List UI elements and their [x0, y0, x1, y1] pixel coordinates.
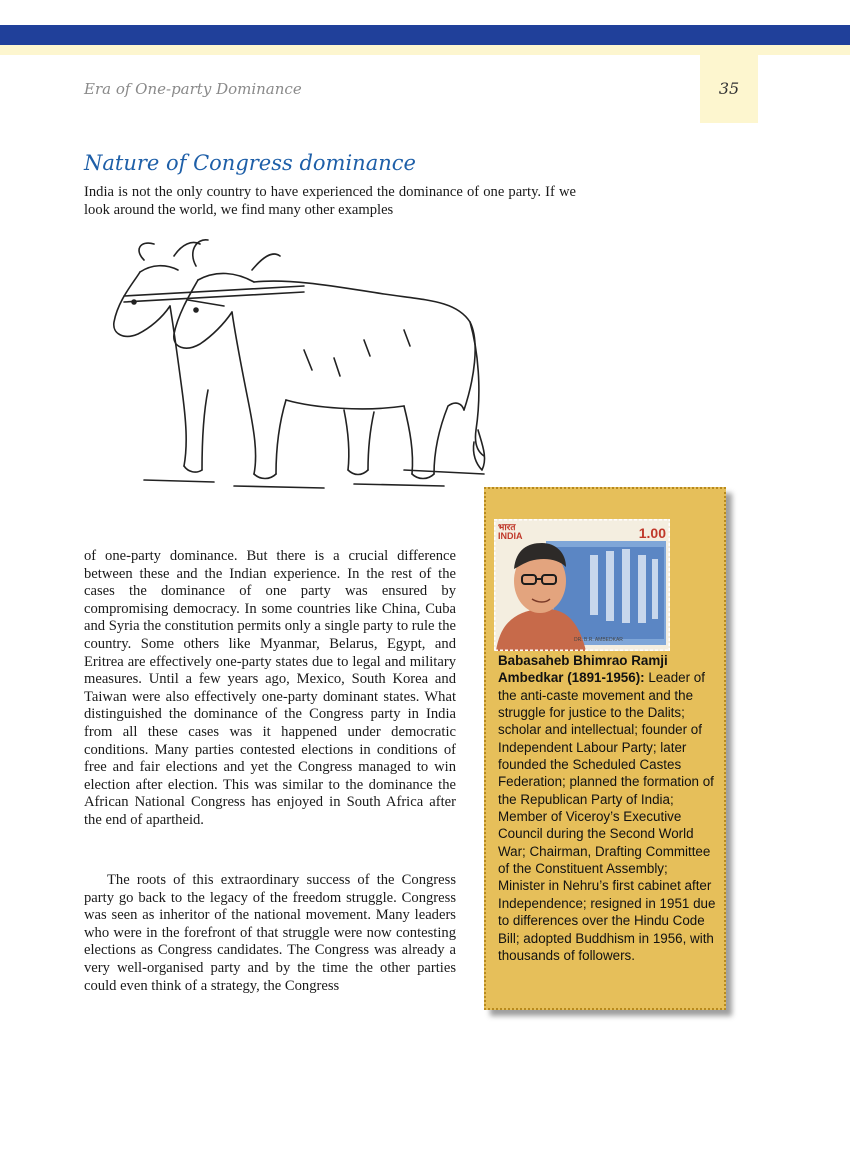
stamp-value: 1.00: [638, 525, 666, 541]
ambedkar-sidebar: [484, 487, 726, 1010]
running-title: Era of One-party Dominance: [84, 80, 302, 98]
ambedkar-stamp: [494, 519, 670, 651]
stamp-country: [498, 523, 523, 541]
sidebar-name: Babasaheb Bhimrao Ramji Ambedkar (1891-1956):: [498, 653, 668, 686]
intro-paragraph: India is not the only country to have experienced the dominance of one party. If we look around the world, we find many other examples: [84, 184, 576, 218]
sidebar-biography: [498, 652, 718, 964]
page-number-box: [700, 55, 758, 123]
header-bar: [0, 25, 850, 45]
header-band: [0, 45, 850, 55]
stamp-caption: DR. B.R. AMBEDKAR: [574, 637, 623, 643]
section-title: Nature of Congress dominance: [84, 151, 416, 175]
sidebar-description: Leader of the anti-caste movement and the struggle for justice to the Dalits; scholar and intellectual; founder of Independent Labour Party; later founded the Scheduled Castes Federation; planned the formation of the Republican Party of India; Member of Viceroy’s Executive Council during the Second World War; Chairman, Drafting Committee of the Constituent Assembly; Minister in Nehru’s first cabinet after Independence; resigned in 1951 due to differences over the Hindu Code Bill; adopted Buddhism in 1956, with thousands of followers.: [498, 670, 716, 963]
stamp-country-english: INDIA: [498, 531, 523, 541]
bullocks-illustration: [104, 230, 504, 495]
stamp-country-hindi: भारत: [498, 522, 516, 532]
main-paragraph: of one-party dominance. But there is a crucial difference between these and the Indian experience. In the rest of the cases the dominance of one party was ensured by compromising democracy. In some countries like China, Cuba and Syria the constitution permits only a single party to rule the country. Some others like Myanmar, Belarus, Egypt, and Eritrea are effectively one-party states due to legal and military measures. Until a few years ago, Mexico, South Korea and Taiwan were also effectively one-party dominant states. What distinguished the dominance of the Congress party in India from all these cases was it happened under democratic conditions. Many parties contested elections in conditions of free and fair elections and yet the Congress managed to win election after election. This was similar to the dominance the African National Congress has enjoyed in South Africa after the end of apartheid.: [84, 548, 456, 828]
second-paragraph: The roots of this extraordinary success of the Congress party go back to the legacy of the freedom struggle. Congress was seen as inheritor of the national movement. Many leaders who were in the forefront of that struggle were now contesting elections as Congress candidates. The Congress was already a very well-organised party and by the time the other parties could even think of a strategy, the Congress: [84, 872, 456, 994]
page-number: 35: [718, 79, 740, 98]
